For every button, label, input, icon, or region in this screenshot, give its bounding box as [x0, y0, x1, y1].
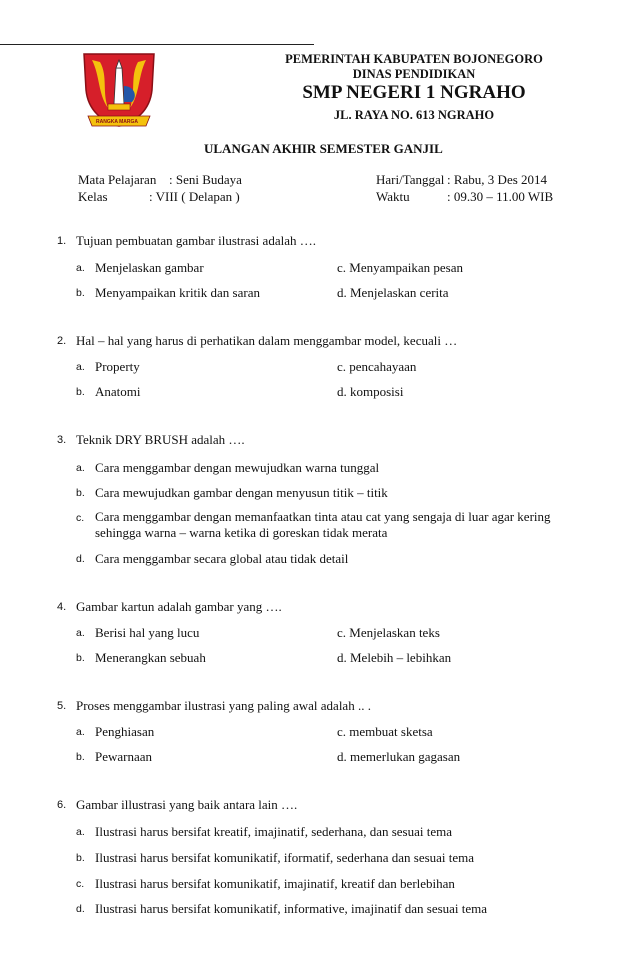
question-number: 6.: [57, 799, 67, 811]
option-letter: b.: [76, 751, 85, 763]
exam-title: ULANGAN AKHIR SEMESTER GANJIL: [204, 141, 443, 156]
option-letter: d.: [76, 903, 85, 915]
option-letter: b.: [76, 287, 85, 299]
question-text: Gambar illustrasi yang baik antara lain ….: [76, 797, 298, 812]
option-b: Cara mewujudkan gambar dengan menyusun titik – titik: [95, 485, 388, 500]
header-department: DINAS PENDIDIKAN: [352, 67, 476, 81]
option-c: c. pencahayaan: [337, 359, 417, 374]
option-c: c. Menjelaskan teks: [337, 625, 440, 640]
question-text: Proses menggambar ilustrasi yang paling awal adalah .. .: [76, 698, 371, 713]
subject-label: Mata Pelajaran: [78, 172, 157, 187]
option-letter: b.: [76, 487, 85, 499]
option-d: Cara menggambar secara global atau tidak detail: [95, 551, 349, 566]
option-c: c. membuat sketsa: [337, 724, 433, 739]
header-school-name: SMP NEGERI 1 NGRAHO: [302, 82, 526, 103]
day-label: Hari/Tanggal: [376, 172, 445, 187]
header-government: PEMERINTAH KABUPATEN BOJONEGORO: [285, 52, 543, 66]
question-text: Hal – hal yang harus di perhatikan dalam menggambar model, kecuali …: [76, 333, 458, 348]
time-value: : 09.30 – 11.00 WIB: [447, 189, 554, 204]
option-a: Property: [95, 359, 140, 374]
option-letter: a.: [76, 826, 85, 838]
option-letter: a.: [76, 462, 85, 474]
option-a: Berisi hal yang lucu: [95, 625, 200, 640]
option-b: Menyampaikan kritik dan saran: [95, 285, 260, 300]
option-c: Cara menggambar dengan memanfaatkan tinta atau cat yang sengaja di luar agar kering sehingga warna – warna ketika di goreskan tidak merata: [95, 509, 551, 540]
option-c: c. Menyampaikan pesan: [337, 260, 463, 275]
class-label: Kelas: [78, 189, 108, 204]
option-b: Menerangkan sebuah: [95, 650, 206, 665]
option-d: d. Menjelaskan cerita: [337, 285, 449, 300]
option-a: Menjelaskan gambar: [95, 260, 204, 275]
option-a: Ilustrasi harus bersifat kreatif, imajinatif, sederhana, dan sesuai tema: [95, 824, 453, 839]
option-letter: a.: [76, 262, 85, 274]
option-letter: a.: [76, 361, 85, 373]
option-c: Ilustrasi harus bersifat komunikatif, imajinatif, kreatif dan berlebihan: [95, 876, 455, 891]
logo-ribbon-text: RANGKA MARGA: [96, 119, 139, 125]
option-b: Anatomi: [95, 384, 141, 399]
question-number: 4.: [57, 601, 67, 613]
option-letter: b.: [76, 386, 85, 398]
question-text: Teknik DRY BRUSH adalah ….: [76, 432, 245, 447]
time-label: Waktu: [376, 189, 410, 204]
option-a: Penghiasan: [95, 724, 155, 739]
option-letter: c.: [76, 878, 85, 890]
option-letter: b.: [76, 652, 85, 664]
header-rule: [0, 44, 314, 45]
question-number: 1.: [57, 235, 67, 247]
option-b: Ilustrasi harus bersifat komunikatif, iformatif, sederhana dan sesuai tema: [95, 850, 475, 865]
option-a: Cara menggambar dengan mewujudkan warna tunggal: [95, 460, 380, 475]
question-text: Gambar kartun adalah gambar yang ….: [76, 599, 282, 614]
option-d: d. Melebih – lebihkan: [337, 650, 452, 665]
option-d: Ilustrasi harus bersifat komunikatif, informative, imajinatif dan sesuai tema: [95, 901, 488, 916]
day-value: : Rabu, 3 Des 2014: [447, 172, 548, 187]
question-number: 2.: [57, 335, 67, 347]
option-letter: a.: [76, 726, 85, 738]
question-text: Tujuan pembuatan gambar ilustrasi adalah ….: [76, 233, 316, 248]
option-b: Pewarnaan: [95, 749, 153, 764]
subject-value: : Seni Budaya: [169, 172, 242, 187]
option-d: d. memerlukan gagasan: [337, 749, 461, 764]
option-d: d. komposisi: [337, 384, 404, 399]
header-address: JL. RAYA NO. 613 NGRAHO: [333, 108, 495, 122]
option-letter: d.: [76, 553, 85, 565]
question-number: 3.: [57, 434, 67, 446]
option-letter: b.: [76, 852, 85, 864]
question-number: 5.: [57, 700, 67, 712]
class-value: : VIII ( Delapan ): [149, 189, 240, 204]
option-letter: c.: [76, 512, 85, 524]
option-letter: a.: [76, 627, 85, 639]
